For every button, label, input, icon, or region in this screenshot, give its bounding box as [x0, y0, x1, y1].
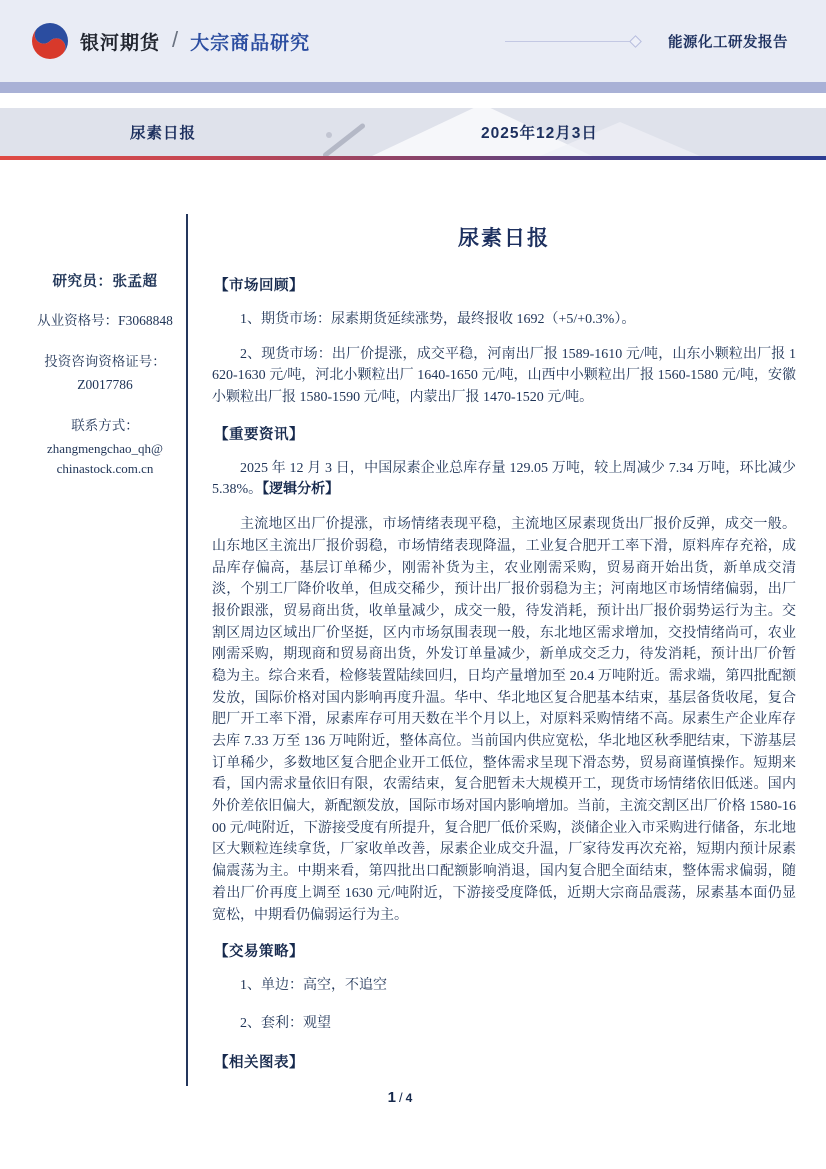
contact-email-line2: chinastock.com.cn [56, 461, 154, 477]
report-body [188, 214, 800, 1086]
advisory-number: Z0017786 [77, 376, 133, 392]
decorative-line [505, 41, 635, 42]
title-banner [0, 108, 826, 156]
strategy-item-unilateral: 1、单边：高空，不追空 [240, 978, 387, 994]
important-news-paragraph [212, 458, 796, 501]
gradient-rule [0, 156, 826, 160]
news-text: 2025 年 12 月 3 日，中国尿素企业总库存量 129.05 万吨，较上周减少 7.34 万吨，环比减少 5.38%。 [212, 460, 796, 498]
header-decoration [340, 31, 788, 52]
strategy-item-arbitrage: 2、套利：观望 [240, 1015, 331, 1031]
contact-email-line1: zhangmengchao_qh@ [47, 440, 163, 456]
brand-name: 银河期货 [80, 32, 161, 54]
pencil-dot [326, 132, 332, 138]
section-heading-strategy: 【交易策略】 [214, 944, 304, 961]
page-number-current: 1 [387, 1089, 397, 1106]
brand-block [30, 21, 310, 61]
report-title: 尿素日报 [458, 227, 550, 250]
logic-analysis-paragraph: 主流地区出厂价提涨，市场情绪表现平稳，主流地区尿素现货出厂报价反弹，成交一般。山东地区主流出厂报价弱稳，市场情绪表现降温，工业复合肥开工率下滑，原料库存充裕，成品库存偏高，基层订单稀少，刚需补货为主，农业刚需采购，贸易商开始出货，新单成交清淡，个别工厂降价收单，但成交稀少，预计出厂报价弱稳为主；河南地区市场情绪偏弱，出厂报价跟涨，贸易商出货，收单量减少，成交一般，待发消耗，预计出厂报价弱势运行为主。交割区周边区域出厂价坚挺，区内市场氛围表现一般，东北地区需求增加，交投情绪尚可，农业刚需采购，期现商和贸易商出货，外发订单量减少，新单成交乏力，待发消耗，预计出厂价暂稳为主。综合来看，检修装置陆续回归，日均产量增加至 20.4 万吨附近。需求端，第四批配额发放，国际价格对国内影响再度升温。华中、华北地区复合肥基本结束，基层备货收尾，复合肥厂开工率下滑，尿素库存可用天数在半个月以上，对原料采购情绪不高。尿素生产企业库存去库 7.33 万至 136 万吨附近，整体高位。当前国内供应宽松，华北地区秋季肥结束，下游基层订单稀少，多数地区复合肥企业开工低位，整体需求呈现下滑态势，贸易商谨慎操作。短期来看，国内需求量依旧有限，农需结束，复合肥暂未大规模开工，现货市场情绪依旧低迷。国内外价差依旧偏大，新配额发放，国际市场对国内影响增加。当前，主流交割区出厂价格 1580-1600 元/吨附近，下游接受度有所提升，复合肥厂低价采购，淡储企业入市采购进行储备，东北地区大颗粒连续拿货，厂家收单改善，尿素企业成交升温，厂家待发再次充裕，短期内预计尿素偏震荡为主。中期来看，第四批出口配额影响消退，国内复合肥全面结束，整体需求偏弱，随着出厂价再度上调至 1630 元/吨附近，下游接受度降低，近期大宗商品震荡，尿素基本面仍显宽松，中期看仍偏弱运行为主。 [212, 517, 796, 923]
galaxy-futures-logo-icon [30, 21, 70, 61]
page-header [0, 0, 826, 82]
brand-separator: / [172, 27, 179, 52]
qualification-number: 从业资格号：F3068848 [37, 313, 173, 328]
header-strip [0, 82, 826, 93]
banner-gap [0, 93, 826, 108]
spot-market-paragraph: 2、现货市场：出厂价提涨，成交平稳，河南出厂报 1589-1610 元/吨，山东小颗粒出厂报 1620-1630 元/吨，河北小颗粒出厂 1640-1650 元/吨，山西中小颗粒出厂报 1560-1580 元/吨，安徽小颗粒出厂报 1580-1590 元/吨，内蒙出厂报 1470-1520 元/吨。 [212, 346, 796, 406]
diamond-icon [629, 35, 642, 48]
section-heading-logic-analysis: 【逻辑分析】 [262, 482, 340, 498]
brand-division: 大宗商品研究 [190, 32, 311, 54]
pencil-icon [322, 123, 366, 156]
report-type-label: 能源化工研发报告 [668, 34, 788, 51]
page-footer [0, 1089, 800, 1107]
content-area [0, 214, 826, 1086]
banner-date: 2025年12月3日 [481, 125, 598, 142]
banner-report-title: 尿素日报 [130, 125, 197, 142]
section-heading-market-review: 【市场回顾】 [214, 278, 304, 294]
researcher-sidebar [24, 214, 186, 1086]
researcher-name: 研究员：张孟超 [52, 274, 158, 290]
page-number-separator: / [399, 1090, 403, 1105]
futures-market-paragraph: 1、期货市场：尿素期货延续涨势，最终报收 1692（+5/+0.3%）。 [240, 312, 636, 327]
advisory-label: 投资咨询资格证号： [44, 353, 166, 369]
section-heading-important-news: 【重要资讯】 [214, 426, 304, 443]
contact-label: 联系方式： [71, 417, 139, 433]
page-number-total: 4 [405, 1091, 413, 1105]
section-heading-charts: 【相关图表】 [214, 1054, 304, 1071]
